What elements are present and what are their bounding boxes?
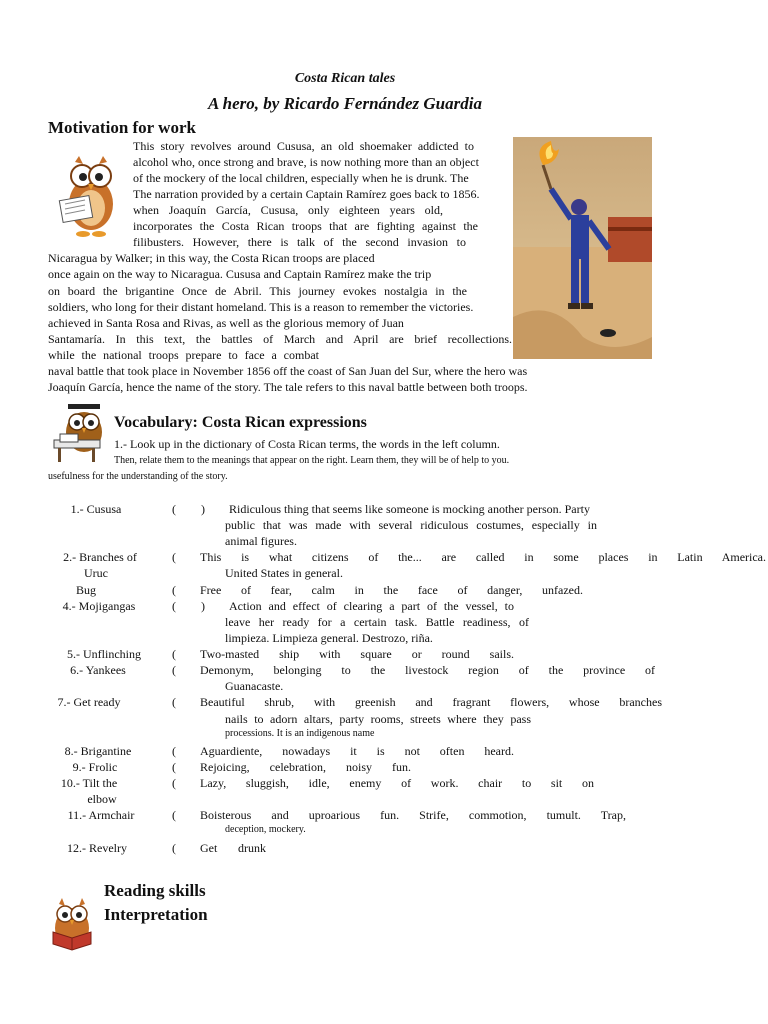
meaning-line: Action and effect of clearing a part of the vessel, to (229, 599, 514, 613)
term-6: 6.- Yankees (70, 663, 126, 677)
motivation-line-16: Joaquín García, hence the name of the story. The tale refers to this naval battle between both troops. (48, 380, 528, 394)
reading-skills-heading: Reading skills (104, 881, 206, 900)
motivation-line-4: The narration provided by a certain Captain Ramírez goes back to 1856. (133, 187, 480, 201)
owl-book-icon (47, 896, 97, 952)
answer-blank-7[interactable]: ( (172, 695, 176, 709)
owl-reading-icon (55, 152, 127, 238)
meaning-line: leave her ready for a certain task. Battle readiness, of (225, 615, 529, 629)
motivation-line-13: Santamaría. In this text, the battles of March and April are brief recollections. (48, 332, 512, 346)
motivation-line-14: while the national troops prepare to face a combat (48, 348, 319, 362)
meaning-line: Free of fear, calm in the face of danger, unfazed. (200, 583, 583, 597)
motivation-line-9: once again on the way to Nicaragua. Cususa and Captain Ramírez make the trip (48, 267, 432, 281)
meaning-line: Aguardiente, nowadays it is not often heard. (200, 744, 514, 758)
term-2b: Uruc (84, 566, 108, 580)
answer-blank-open-4[interactable]: ( (172, 599, 176, 613)
motivation-line-6: incorporates the Costa Rican troops that are fighting against the (133, 219, 478, 233)
meaning-line: deception, mockery. (225, 824, 306, 835)
meaning-line: Rejoicing, celebration, noisy fun. (200, 760, 411, 774)
vocabulary-heading: Vocabulary: Costa Rican expressions (114, 414, 367, 431)
motivation-line-15: naval battle that took place in November 1856 off the coast of San Juan del Sur, where the hero was (48, 364, 528, 378)
answer-blank-10[interactable]: ( (172, 776, 176, 790)
term-11: 11.- Armchair (67, 808, 135, 822)
meaning-line: Guanacaste. (225, 679, 284, 693)
answer-blank-open-1[interactable]: ( (172, 502, 176, 516)
interpretation-heading: Interpretation (104, 905, 208, 924)
term-8: 8.- Brigantine (64, 744, 132, 758)
meaning-line: limpieza. Limpieza general. Destrozo, riña. (225, 631, 433, 645)
answer-blank-8[interactable]: ( (172, 744, 176, 758)
answer-blank-6[interactable]: ( (172, 663, 176, 677)
vocabulary-instruction-1: 1.- Look up in the dictionary of Costa Rican terms, the words in the left column. (114, 437, 500, 451)
meaning-line: nails to adorn altars, party rooms, streets where they pass (225, 712, 531, 726)
meaning-line: This is what citizens of the... are called in some places in Latin America. (200, 550, 766, 564)
term-10b: elbow (87, 792, 117, 806)
answer-blank-12[interactable]: ( (172, 841, 176, 855)
meaning-line: Ridiculous thing that seems like someone is mocking another person. Party (229, 502, 590, 516)
answer-blank-close-1: ) (201, 502, 205, 516)
meaning-line: Beautiful shrub, with greenish and fragrant flowers, whose branches (200, 695, 662, 709)
motivation-line-11: soldiers, who long for their distant homeland. This is a reason to remember the victories. (48, 300, 474, 314)
term-10: 10.- Tilt the (60, 776, 118, 790)
motivation-line-1: This story revolves around Cususa, an old shoemaker addicted to (133, 139, 474, 153)
motivation-heading: Motivation for work (48, 118, 196, 137)
answer-blank-11[interactable]: ( (172, 808, 176, 822)
soldier-painting (513, 137, 652, 359)
meaning-line: Lazy, sluggish, idle, enemy of work. chair to sit on (200, 776, 594, 790)
term-2: 2.- Branches of (63, 550, 137, 564)
motivation-line-10: on board the brigantine Once de Abril. This journey evokes nostalgia in the (48, 284, 467, 298)
story-title: A hero, by Ricardo Fernández Guardia (208, 94, 482, 113)
meaning-line: United States in general. (225, 566, 343, 580)
meaning-line: Demonym, belonging to the livestock region of the province of (200, 663, 655, 677)
motivation-line-8: Nicaragua by Walker; in this way, the Costa Rican troops are placed (48, 251, 375, 265)
term-7: 7.- Get ready (57, 695, 121, 709)
motivation-line-2: alcohol who, once strong and brave, is now nothing more than an object (133, 155, 479, 169)
motivation-line-7: filibusters. However, there is talk of the second invasion to (133, 235, 466, 249)
meaning-line: Two-masted ship with square or round sails. (200, 647, 514, 661)
answer-blank-9[interactable]: ( (172, 760, 176, 774)
answer-blank-5[interactable]: ( (172, 647, 176, 661)
term-12: 12.- Revelry (67, 841, 127, 855)
vocabulary-instruction-2: Then, relate them to the meanings that appear on the right. Learn them, they will be of help to you. (114, 455, 510, 466)
term-4: 4.- Mojigangas (62, 599, 136, 613)
vocabulary-instruction-3: usefulness for the understanding of the story. (48, 471, 228, 482)
meaning-line: Boisterous and uproarious fun. Strife, commotion, tumult. Trap, (200, 808, 626, 822)
answer-blank-2[interactable]: ( (172, 550, 176, 564)
motivation-line-3: of the mockery of the local children, especially when he is drunk. The (133, 171, 469, 185)
term-1: 1.- Cususa (70, 502, 122, 516)
meaning-line: processions. It is an indigenous name (225, 728, 375, 739)
meaning-line: animal figures. (225, 534, 297, 548)
meaning-line: public that was made with several ridiculous costumes, especially in (225, 518, 597, 532)
meaning-line: Get drunk (200, 841, 266, 855)
motivation-line-12: achieved in Santa Rosa and Rivas, as well as the glorious memory of Juan (48, 316, 404, 330)
answer-blank-3[interactable]: ( (172, 583, 176, 597)
motivation-line-5: when Joaquín García, Cususa, only eighteen years old, (133, 203, 443, 217)
term-9: 9.- Frolic (72, 760, 118, 774)
owl-teacher-icon (50, 402, 108, 464)
series-title: Costa Rican tales (294, 71, 396, 86)
term-5: 5.- Unflinching (67, 647, 141, 661)
term-3: Bug (75, 583, 96, 597)
answer-blank-close-4: ) (201, 599, 205, 613)
